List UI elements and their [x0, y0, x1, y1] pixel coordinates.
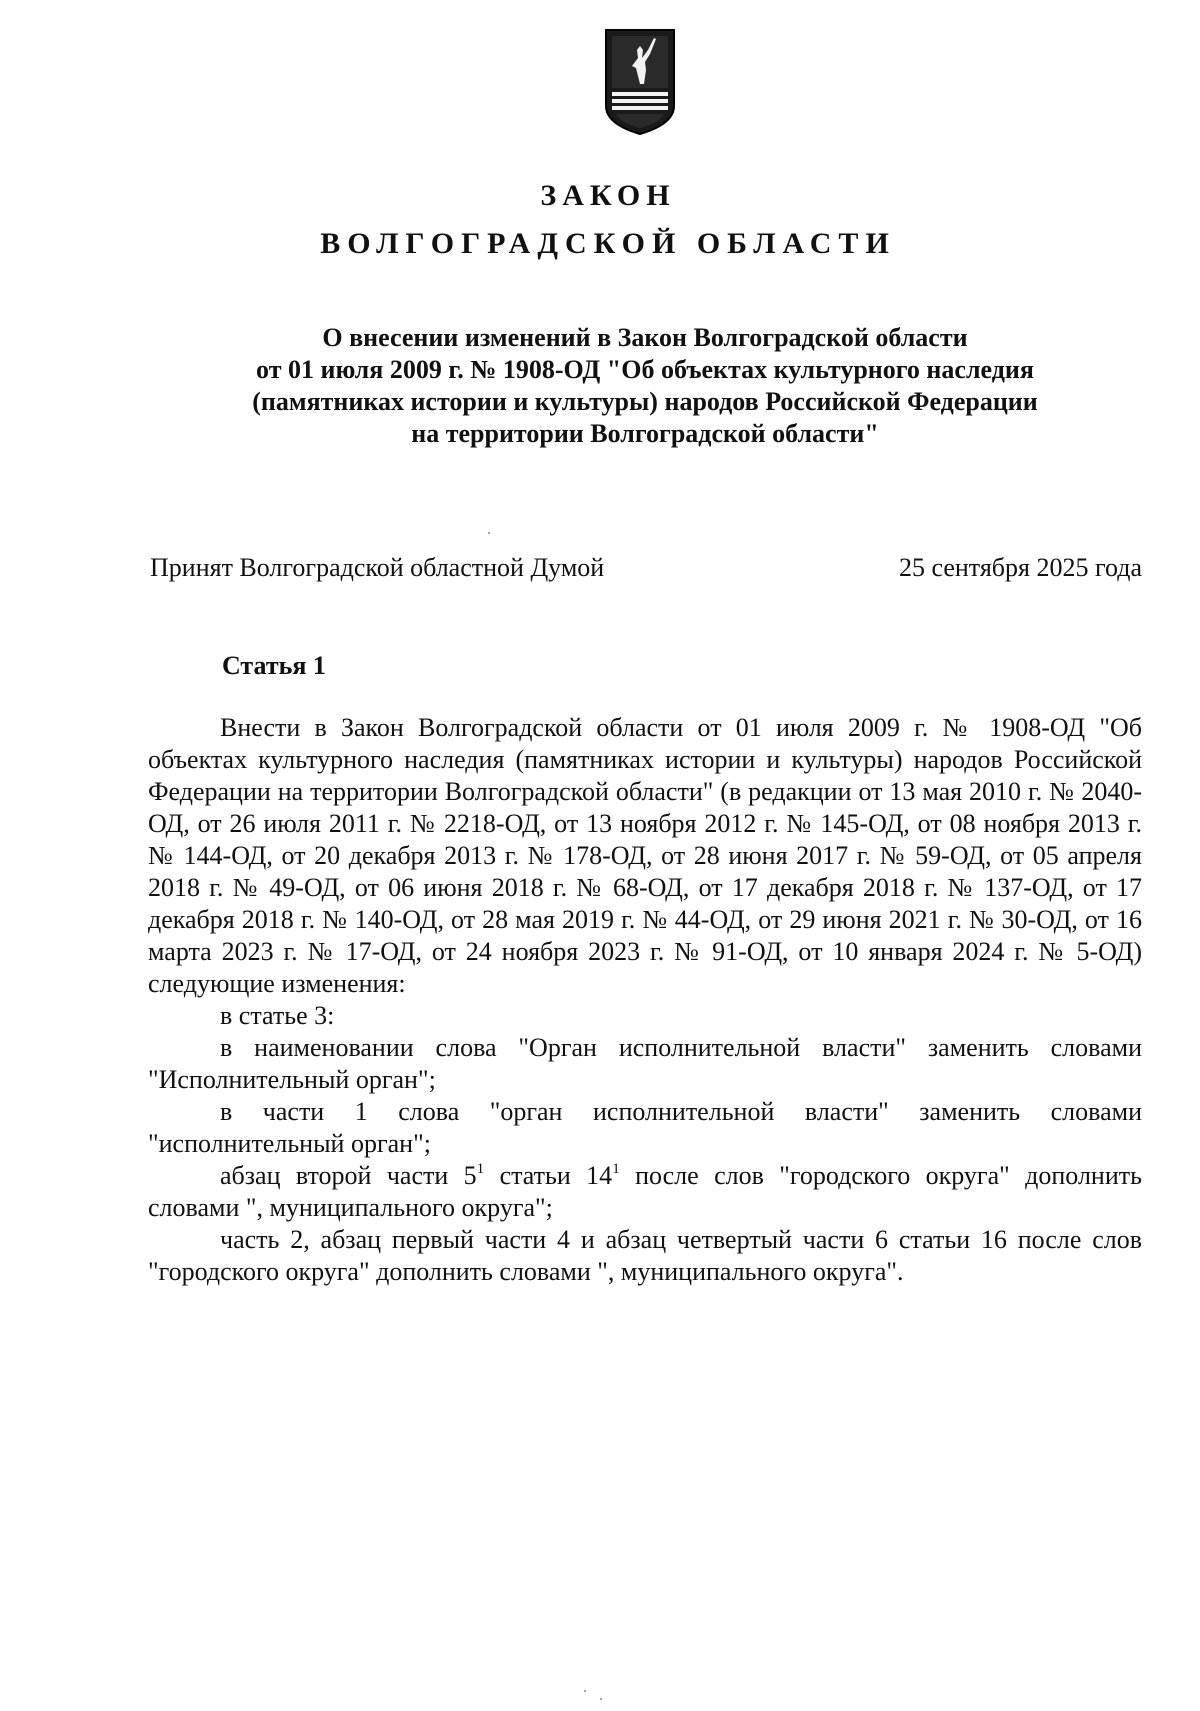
issuing-region-title: ВОЛГОГРАДСКОЙ ОБЛАСТИ: [320, 227, 896, 260]
amendment-item: в статье 3:: [220, 1001, 335, 1030]
subject-line-4: на территории Волгоградской области": [411, 419, 879, 448]
law-subject-heading: [150, 322, 1140, 450]
amendment-item: часть 2, абзац первый части 4 и абзац четвертый части 6 статьи 16 после слов "городского округа" дополнить словами ", муниципального округа".: [148, 1225, 1142, 1286]
adopted-by-text: Принят Волгоградской областной Думой: [150, 553, 605, 582]
article-intro-paragraph: Внести в Закон Волгоградской области от 01 июля 2009 г. № 1908-ОД "Об объектах культурного наследия (памятниках истории и культуры) народов Российской Федерации на территории Волгоградской области" (в редакции от 13 мая 2010 г. № 2040-ОД, от 26 июля 2011 г. № 2218-ОД, от 13 ноября 2012 г. № 145-ОД, от 08 ноября 2013 г. № 144-ОД, от 20 декабря 2013 г. № 178-ОД, от 28 июня 2017 г. № 59-ОД, от 05 апреля 2018 г. № 49-ОД, от 06 июня 2018 г. № 68-ОД, от 17 декабря 2018 г. № 137-ОД, от 17 декабря 2018 г. № 140-ОД, от 28 мая 2019 г. № 44-ОД, от 29 июня 2021 г. № 30-ОД, от 16 марта 2023 г. № 17-ОД, от 24 ноября 2023 г. № 91-ОД, от 10 января 2024 г. № 5-ОД) следующие изменения:: [148, 713, 1142, 998]
amendment-text: абзац второй части 5: [220, 1161, 477, 1190]
article-body: [148, 712, 1142, 1288]
article-title: Статья 1: [222, 651, 326, 680]
subject-line-3: (памятниках истории и культуры) народов Российской Федерации: [252, 387, 1038, 416]
amendment-item: [148, 1160, 1142, 1224]
amendment-text: после слов "городского округа" дополнить словами ", муниципального округа";: [148, 1161, 1142, 1222]
scan-speck: [584, 1690, 586, 1692]
coat-of-arms-shield: [602, 28, 678, 136]
superscript-index: 1: [476, 1161, 485, 1177]
amendment-text: статьи 14: [484, 1161, 613, 1190]
volgograd-coat-of-arms-icon: [602, 28, 678, 136]
amendment-item: в наименовании слова "Орган исполнительной власти" заменить словами "Исполнительный орган";: [148, 1033, 1142, 1094]
amendment-item: в части 1 слова "орган исполнительной власти" заменить словами "исполнительный орган";: [148, 1097, 1142, 1158]
scan-speck: [488, 532, 490, 534]
subject-line-1: О внесении изменений в Закон Волгоградской области: [322, 323, 968, 352]
superscript-index: 1: [612, 1161, 620, 1177]
adoption-date: 25 сентября 2025 года: [898, 553, 1142, 582]
subject-line-2: от 01 июля 2009 г. № 1908-ОД "Об объектах культурного наследия: [256, 355, 1034, 384]
scan-speck: [600, 1698, 602, 1700]
document-type-title: ЗАКОН: [540, 179, 676, 212]
